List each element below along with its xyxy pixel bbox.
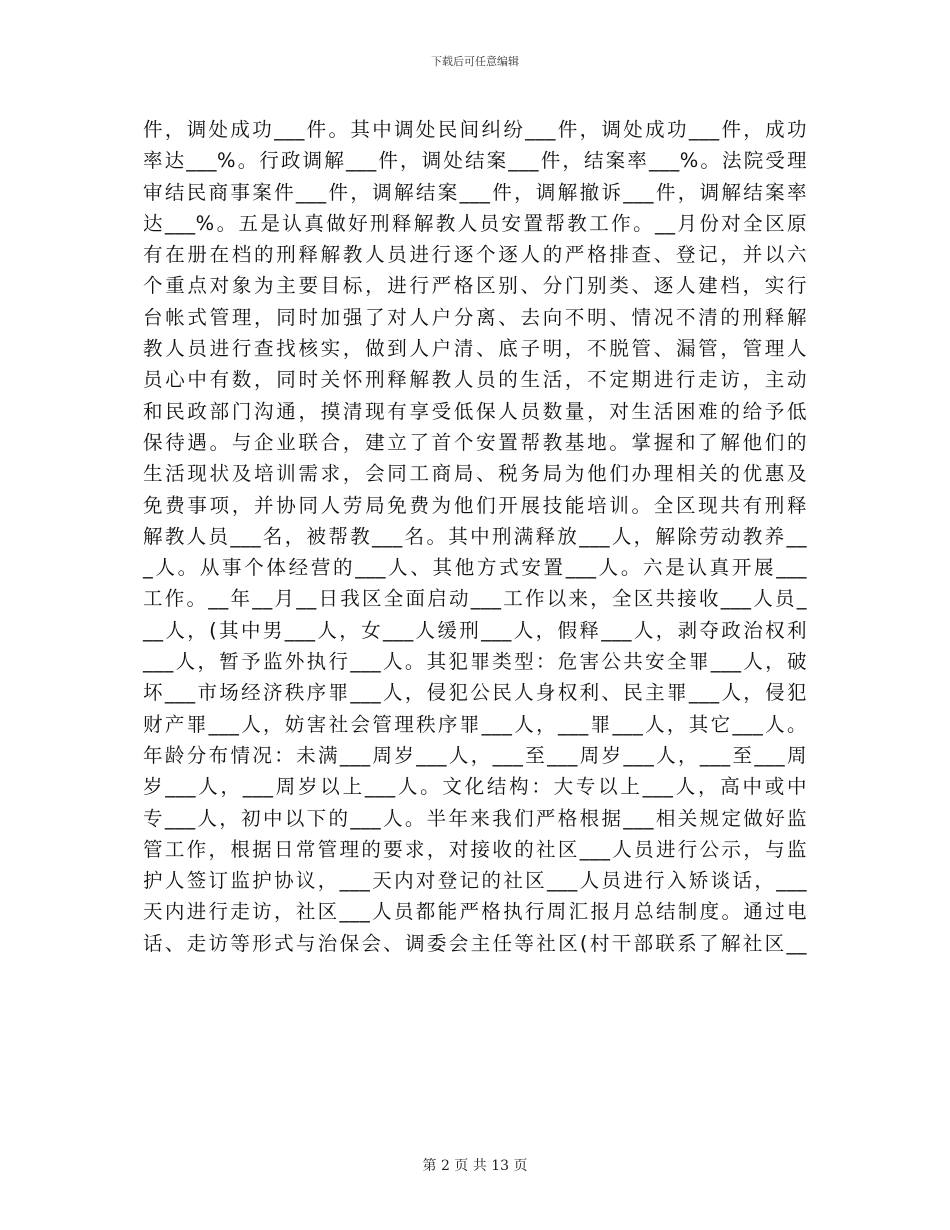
page-header: 下载后可任意编辑	[431, 55, 519, 68]
document-body	[143, 114, 807, 959]
body-line: 岁___人，___周岁以上___人。文化结构：大专以上___人，高中或中	[143, 775, 807, 799]
body-line: 件，调处成功___件。其中调处民间纠纷___件，调处成功___件，成功	[143, 118, 807, 141]
body-line: 年龄分布情况：未满___周岁___人，___至___周岁___人，___至___周	[143, 743, 807, 767]
body-line: 生活现状及培训需求，会同工商局、税务局为他们办理相关的优惠及	[143, 462, 807, 486]
body-line: __人，(其中男___人，女___人缓刑___人，假释___人，剥夺政治权利	[143, 618, 807, 642]
body-line: 坏___市场经济秩序罪___人，侵犯公民人身权利、民主罪___人，侵犯	[143, 681, 807, 705]
body-line: 率达___%。行政调解___件，调处结案___件，结案率___%。法院受理	[143, 149, 807, 173]
body-line: 解教人员___名，被帮教___名。其中刑满释放___人，解除劳动教养__	[143, 524, 807, 548]
body-line: _人。从事个体经营的___人、其他方式安置___人。六是认真开展___	[143, 556, 807, 580]
body-line: 和民政部门沟通，摸清现有享受低保人员数量，对生活困难的给予低	[143, 399, 807, 423]
body-line: 管工作，根据日常管理的要求，对接收的社区___人员进行公示，与监	[143, 837, 807, 861]
body-line: 台帐式管理，同时加强了对人户分离、去向不明、情况不清的刑释解	[143, 305, 807, 329]
body-line: 工作。__年__月__日我区全面启动___工作以来，全区共接收___人员_	[143, 587, 807, 611]
body-line: 天内进行走访，社区___人员都能严格执行周汇报月总结制度。通过电	[143, 900, 807, 924]
body-line: 保待遇。与企业联合，建立了首个安置帮教基地。掌握和了解他们的	[143, 430, 807, 454]
body-line: 员心中有数，同时关怀刑释解教人员的生活，不定期进行走访，主动	[143, 368, 807, 392]
body-line: 专___人，初中以下的___人。半年来我们严格根据___相关规定做好监	[143, 806, 807, 830]
body-line: 护人签订监护协议，___天内对登记的社区___人员进行入矫谈话，___	[143, 869, 807, 893]
body-line: 教人员进行查找核实，做到人户清、底子明，不脱管、漏管，管理人	[143, 337, 807, 361]
page-footer: 第 2 页 共 13 页	[422, 1158, 528, 1174]
body-line: ___人，暂予监外执行___人。其犯罪类型：危害公共安全罪___人，破	[143, 650, 807, 674]
body-line: 个重点对象为主要目标，进行严格区别、分门别类、逐人建档，实行	[143, 274, 807, 298]
body-line: 有在册在档的刑释解教人员进行逐个逐人的严格排查、登记，并以六	[143, 243, 807, 267]
body-line: 达___%。五是认真做好刑释解教人员安置帮教工作。__月份对全区原	[143, 211, 807, 235]
body-line: 财产罪___人，妨害社会管理秩序罪___人，___罪___人，其它___人。	[143, 712, 807, 736]
body-line: 免费事项，并协同人劳局免费为他们开展技能培训。全区现共有刑释	[143, 493, 807, 517]
body-line: 话、走访等形式与治保会、调委会主任等社区(村干部联系了解社区__	[143, 931, 807, 955]
body-line: 审结民商事案件___件，调解结案___件，调解撤诉___件，调解结案率	[143, 180, 807, 204]
